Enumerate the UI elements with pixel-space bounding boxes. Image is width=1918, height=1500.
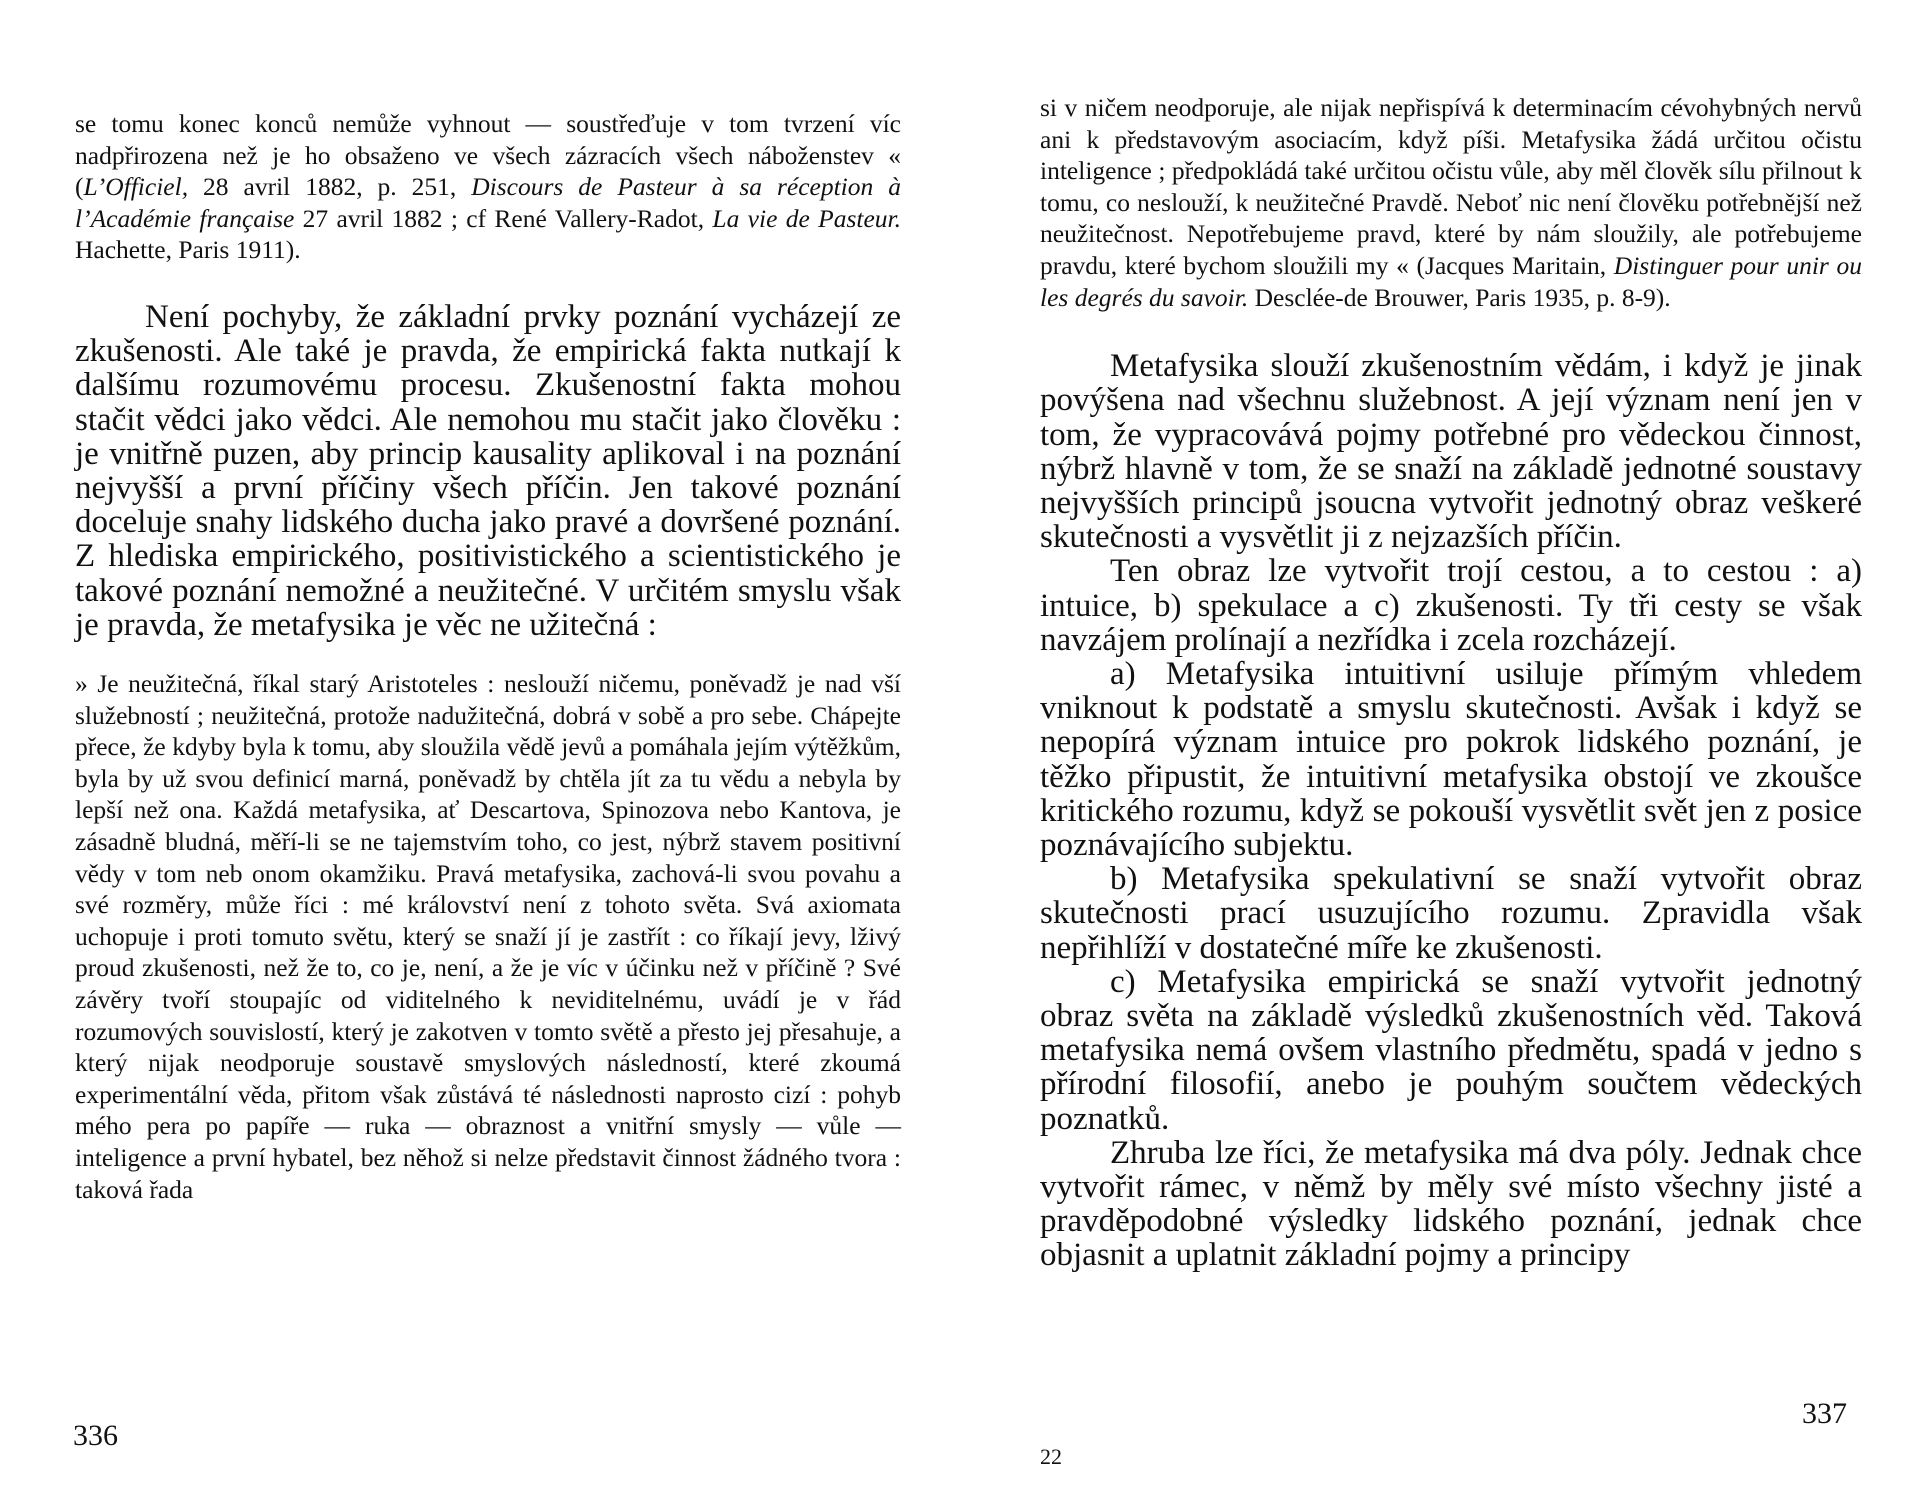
footnote-text: Hachette, Paris 1911).: [75, 235, 301, 265]
signature-mark: 22: [1040, 1444, 1062, 1469]
quote-text: si v ničem neodporuje, ale nijak nepřispívá k determinacím cévohybných nervů ani k představovým asociacím, když píši. Metafysika žádá určitou očistu inteligence ; předpokládá také určitou očistu vůle, aby měl člověk sílu přilnout k tomu, co neslouží, k neužitečné Pravdě. Neboť nic není člověku potřebnější než neužitečnost. Nepotřebujeme pravd, které by nám sloužily, ale potřebujeme pravdu, které bychom sloužili my « (Jacques Maritain,: [1040, 93, 1862, 280]
footnote-text: 28 avril 1882, p. 251,: [188, 172, 472, 202]
right-page-text: [1040, 92, 1862, 1273]
page-number: 336: [73, 1419, 118, 1452]
quote-text: Desclée-de Brouwer, Paris 1935, p. 8-9).: [1248, 282, 1671, 312]
footnote-text: 27 avril 1882 ; cf René Vallery-Radot,: [294, 203, 713, 233]
block-quote: » Je neužitečná, říkal starý Aristoteles : neslouží ničemu, poněvadž je nad vší služebností ; neužitečná, protože nadužitečná, dobrá v sobě a pro sebe. Chápejte přece, že kdyby byla k tomu, aby sloužila vědě jevů a pomáhala jejím výtěžkům, byla by už svou definicí marná, poněvadž by chtěla jít za tu vědu a nebyla by lepší než ona. Každá metafysika, ať Descartova, Spinozova nebo Kantova, je zásadně bludná, měří-li se ne tajemstvím toho, co jest, nýbrž stavem positivní vědy v tom neb onom okamžiku. Pravá metafysika, zachová-li svou povahu a své rozměry, může říci : mé království není z tohoto světa. Svá axiomata uchopuje i proti tomuto světu, který se snaží jí je zastřít : co říkají jevy, lživý proud zkušenosti, než že to, co je, není, a že je víc v účinku než v příčině ? Své závěry tvoří stoupajíc od viditelného k neviditelnému, uvádí je v řád rozumových souvislostí, který je zakotven v tomto světě a přesto jej přesahuje, a který nijak neodporuje soustavě smyslových následností, které zkoumá experimentální věda, přitom však zůstává té následnosti naprosto cizí : pohyb mého pera po papíře — ruka — obraznost a vnitřní smysly — vůle — inteligence a první hybatel, bez něhož si nelze představit činnost žádného tvora : taková řada: [75, 669, 901, 1204]
body-paragraph: Zhruba lze říci, že metafysika má dva póly. Jednak chce vytvořit rámec, v němž by měly své místo všechny jisté a pravděpodobné výsledky lidského poznání, jednak chce objasnit a uplatnit základní pojmy a principy: [1040, 1134, 1862, 1274]
page-number: 337: [1802, 1397, 1847, 1430]
left-page-text: [75, 108, 901, 1205]
body-paragraph: Není pochyby, že základní prvky poznání vycházejí ze zkušenosti. Ale také je pravda, že empirická fakta nutkají k dalšímu rozumovému procesu. Zkušenostní fakta mohou stačit vědci jako vědci. Ale nemohou mu stačit jako člověku : je vnitřně puzen, aby princip kausality aplikoval i na poznání nejvyšší a první příčiny všech příčin. Jen takové poznání doceluje snahy lidského ducha jako pravé a dovršené poznání. Z hlediska empirického, positivistického a scientistického je takové poznání nemožné a neužitečné. V určitém smyslu však je pravda, že metafysika je věc ne užitečná :: [75, 298, 901, 643]
footnote-italic-title: L’Officiel,: [83, 172, 189, 202]
body-paragraph: Ten obraz lze vytvořit trojí cestou, a to cestou : a) intuice, b) spekulace a c) zkušenosti. Ty tři cesty se však navzájem prolínají a nezřídka i zcela rozcházejí.: [1040, 553, 1862, 658]
right-page: [960, 0, 1918, 1500]
body-paragraph: a) Metafysika intuitivní usiluje přímým vhledem vniknout k podstatě a smyslu skutečnosti. Avšak i když se nepopírá význam intuice pro pokrok lidského poznání, je těžko připustit, že intuitivní metafysika obstojí ve zkoušce kritického rozumu, když se pokouší vysvětlit svět jen z posice poznávajícího subjektu.: [1040, 655, 1862, 863]
quote-continuation: [1040, 92, 1862, 313]
footnote-continuation: [75, 108, 901, 266]
footnote-text: se tomu konec konců nemůže vyhnout — soustřeďuje v tom tvrzení víc nadpřirozena než je ho obsaženo ve všech zázracích všech náboženstev « (: [75, 109, 901, 202]
quote-italic-title: Distinguer pour unir ou les degrés du savoir.: [1040, 250, 1862, 312]
footnote-italic-title: Discours de Pasteur à sa réception à l’Académie française: [75, 172, 901, 233]
body-paragraph: b) Metafysika spekulativní se snaží vytvořit obraz skutečnosti prací usuzujícího rozumu. Zpravidla však nepřihlíží v dostatečné míře ke zkušenosti.: [1040, 861, 1862, 966]
footnote-italic-title: La vie de Pasteur.: [712, 203, 901, 233]
body-paragraph: c) Metafysika empirická se snaží vytvořit jednotný obraz světa na základě výsledků zkušenostních věd. Taková metafysika nemá ovšem vlastního předmětu, spadá v jedno s přírodní filosofií, anebo je pouhým součtem vědeckých poznatků.: [1040, 963, 1862, 1137]
body-paragraph: Metafysika slouží zkušenostním vědám, i když je jinak povýšena nad všechnu služebnost. A její význam není jen v tom, že vypracovává pojmy potřebné pro vědeckou činnost, nýbrž hlavně v tom, že se snaží na základě jednotné soustavy nejvyšších principů jsoucna vytvořit jednotný obraz veškeré skutečnosti a vysvětlit ji z nejzazších příčin.: [1040, 348, 1862, 556]
